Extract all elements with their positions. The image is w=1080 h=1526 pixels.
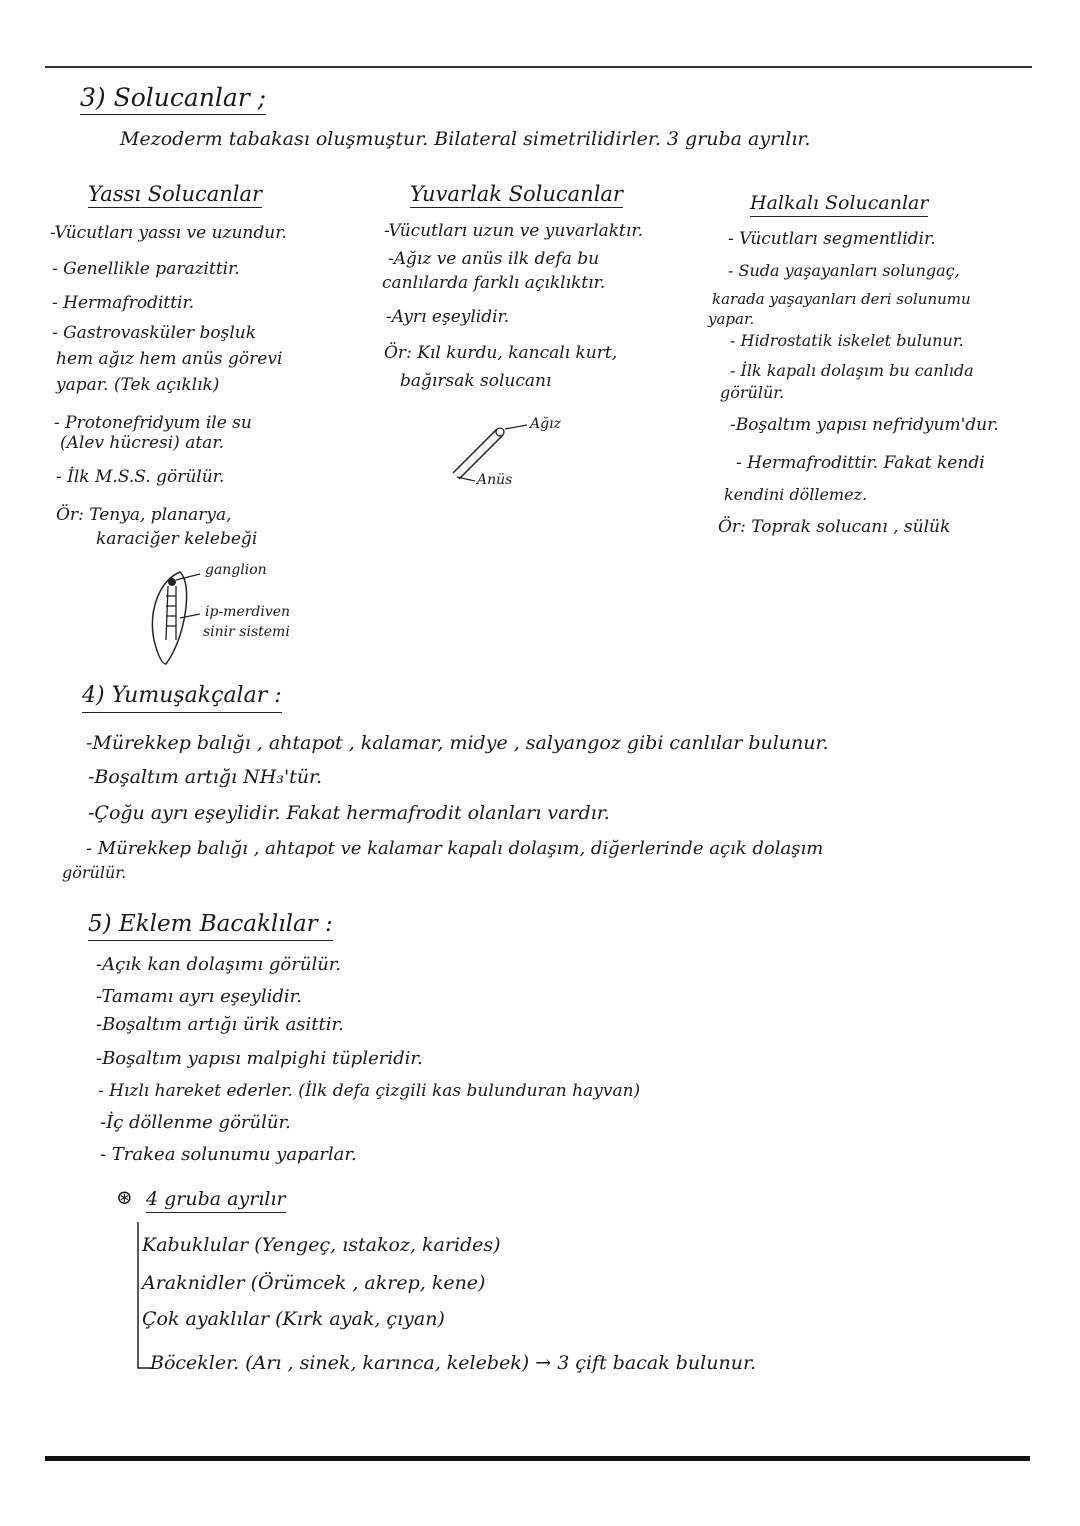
arthropod-line: -Açık kan dolaşımı görülür. xyxy=(96,954,342,975)
arthropod-group: Kabuklular (Yengeç, ıstakoz, karides) xyxy=(142,1234,501,1256)
segmented-worm-line: - Suda yaşayanları solungaç, xyxy=(728,261,960,280)
segmented-worm-line: - İlk kapalı dolaşım bu canlıda xyxy=(730,361,974,380)
mollusk-line: -Mürekkep balığı , ahtapot , kalamar, midye , salyangoz gibi canlılar bulunur. xyxy=(86,732,829,754)
roundworm-example: Ör: Kıl kurdu, kancalı kurt, xyxy=(384,343,618,363)
flatworm-line: (Alev hücresi) atar. xyxy=(60,433,224,453)
segmented-worm-line: -Boşaltım yapısı nefridyum'dur. xyxy=(730,415,999,435)
segmented-worm-line: - Hermafrodittir. Fakat kendi xyxy=(736,453,985,473)
segmented-worm-example: Ör: Toprak solucanı , sülük xyxy=(718,517,951,537)
top-rule xyxy=(45,66,1032,68)
diagram-label-nervous-system: sinir sistemi xyxy=(203,624,290,640)
flatworm-line: - İlk M.S.S. görülür. xyxy=(56,467,225,487)
segmented-worm-line: - Vücutları segmentlidir. xyxy=(728,229,936,249)
arthropod-group: Böcekler. (Arı , sinek, karınca, kelebek) → 3 çift bacak bulunur. xyxy=(150,1352,756,1374)
section-3-intro: Mezoderm tabakası oluşmuştur. Bilateral simetrilidirler. 3 gruba ayrılır. xyxy=(120,128,811,150)
segmented-worm-line: karada yaşayanları deri solunumu xyxy=(712,290,971,308)
arthropod-line: -İç döllenme görülür. xyxy=(100,1112,291,1133)
mollusk-line: -Boşaltım artığı NH₃'tür. xyxy=(88,766,323,788)
column-title-roundworms: Yuvarlak Solucanlar xyxy=(410,182,623,206)
diagram-label-anus: Anüs xyxy=(477,472,513,488)
arthropod-group: Araknidler (Örümcek , akrep, kene) xyxy=(142,1272,486,1294)
diagram-label-ladder: ip-merdiven xyxy=(205,604,291,620)
roundworm-example: bağırsak solucanı xyxy=(400,371,552,391)
arthropod-group: Çok ayaklılar (Kırk ayak, çıyan) xyxy=(142,1308,445,1330)
arthropod-line: -Boşaltım yapısı malpighi tüpleridir. xyxy=(96,1048,423,1069)
arthropod-line: -Boşaltım artığı ürik asittir. xyxy=(96,1014,344,1035)
section-3-title: 3) Solucanlar ; xyxy=(80,84,266,115)
diagram-label-mouth: Ağız xyxy=(530,416,561,432)
column-title-segmented-worms: Halkalı Solucanlar xyxy=(750,192,928,217)
asterisk-icon: ⊛ xyxy=(116,1185,133,1209)
section-5-title: 5) Eklem Bacaklılar : xyxy=(88,910,333,941)
arthropod-line: - Trakea solunumu yaparlar. xyxy=(100,1144,357,1165)
roundworm-line: -Vücutları uzun ve yuvarlaktır. xyxy=(384,221,643,241)
roundworm-line: canlılarda farklı açıklıktır. xyxy=(382,273,606,293)
roundworm-line: -Ağız ve anüs ilk defa bu xyxy=(388,249,600,269)
segmented-worm-line: görülür. xyxy=(720,383,785,402)
diagram-label-ganglion: ganglion xyxy=(205,562,267,578)
flatworm-line: - Gastrovasküler boşluk xyxy=(52,323,257,343)
segmented-worm-line: yapar. xyxy=(708,310,755,328)
mollusk-line: görülür. xyxy=(62,863,127,882)
flatworm-line: - Genellikle parazittir. xyxy=(52,259,240,279)
arthropod-line: -Tamamı ayrı eşeylidir. xyxy=(96,986,302,1007)
flatworm-example: Ör: Tenya, planarya, xyxy=(56,505,232,525)
flatworm-line: -Vücutları yassı ve uzundur. xyxy=(50,223,287,243)
column-title-flatworms: Yassı Solucanlar xyxy=(88,182,263,206)
mollusk-line: -Çoğu ayrı eşeylidir. Fakat hermafrodit olanları vardır. xyxy=(88,802,610,824)
flatworm-line: - Hermafrodittir. xyxy=(52,293,195,313)
arthropod-line: - Hızlı hareket ederler. (İlk defa çizgili kas bulunduran hayvan) xyxy=(98,1081,641,1101)
flatworm-example: karaciğer kelebeği xyxy=(96,529,258,549)
section-4-title: 4) Yumuşakçalar : xyxy=(82,682,282,713)
groups-title: 4 gruba ayrılır xyxy=(146,1188,286,1213)
mollusk-line: - Mürekkep balığı , ahtapot ve kalamar kapalı dolaşım, diğerlerinde açık dolaşım xyxy=(86,838,824,859)
flatworm-line: - Protonefridyum ile su xyxy=(54,413,252,433)
flatworm-line: hem ağız hem anüs görevi xyxy=(56,349,283,369)
roundworm-line: -Ayrı eşeylidir. xyxy=(386,307,510,327)
segmented-worm-line: kendini döllemez. xyxy=(724,485,868,504)
segmented-worm-line: - Hidrostatik iskelet bulunur. xyxy=(730,331,964,350)
flatworm-line: yapar. (Tek açıklık) xyxy=(56,375,220,395)
bottom-rule xyxy=(45,1456,1030,1461)
